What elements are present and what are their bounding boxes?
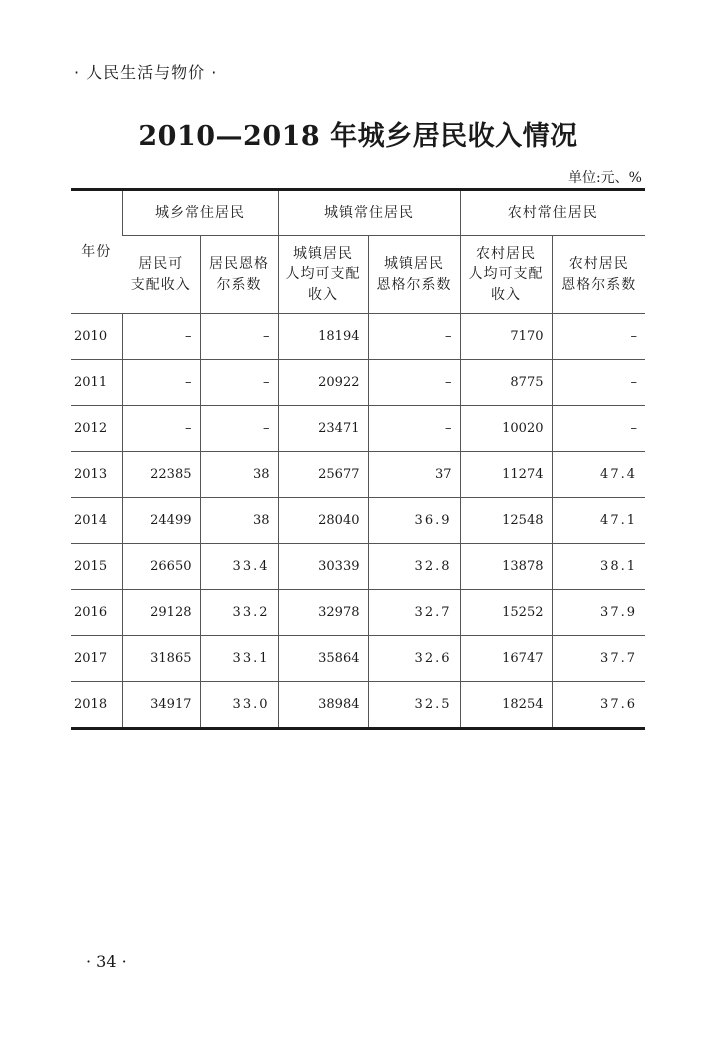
value-cell: 7170 (460, 314, 552, 360)
year-cell: 2014 (71, 498, 122, 544)
subheader-line: 收入 (491, 286, 521, 303)
group-header-urban-residents: 城镇常住居民 (278, 190, 460, 236)
year-cell: 2011 (71, 360, 122, 406)
value-cell: 8775 (460, 360, 552, 406)
value-cell: 24499 (122, 498, 200, 544)
value-cell: 37 (368, 452, 460, 498)
value-cell: – (200, 360, 278, 406)
value-cell: 29128 (122, 590, 200, 636)
year-column-header: 年份 (71, 190, 122, 314)
value-cell: 26650 (122, 544, 200, 590)
value-cell: 16747 (460, 636, 552, 682)
value-cell: 32978 (278, 590, 368, 636)
value-cell: 38984 (278, 682, 368, 729)
subheader-rural-engel-coefficient (552, 236, 645, 314)
value-cell: 23471 (278, 406, 368, 452)
table-row (71, 452, 645, 498)
value-cell: – (122, 360, 200, 406)
year-cell: 2018 (71, 682, 122, 729)
value-cell: 36.9 (368, 498, 460, 544)
table-row (71, 544, 645, 590)
subheader-line: 居民恩格 (209, 256, 269, 273)
value-cell: 37.6 (552, 682, 645, 729)
value-cell: 33.0 (200, 682, 278, 729)
value-cell: 37.7 (552, 636, 645, 682)
unit-label: 单位:元、% (567, 170, 642, 186)
income-table (71, 188, 645, 730)
page-title: 2010—2018 年城乡居民收入情况 (138, 121, 578, 152)
subheader-line: 农村居民 (568, 256, 629, 273)
value-cell: 18194 (278, 314, 368, 360)
value-cell: – (552, 360, 645, 406)
page-number: · 34 · (86, 952, 127, 971)
subheader-disposable-income (122, 236, 200, 314)
subheader-rural-disposable-income (460, 236, 552, 314)
group-header-all-residents: 城乡常住居民 (122, 190, 278, 236)
year-cell: 2017 (71, 636, 122, 682)
table-row (71, 682, 645, 729)
value-cell: – (368, 314, 460, 360)
year-cell: 2012 (71, 406, 122, 452)
running-header: · 人民生活与物价 · (74, 63, 218, 82)
subheader-line: 恩格尔系数 (376, 276, 452, 293)
value-cell: 28040 (278, 498, 368, 544)
value-cell: 34917 (122, 682, 200, 729)
year-cell: 2013 (71, 452, 122, 498)
value-cell: 38.1 (552, 544, 645, 590)
subheader-line: 农村居民 (476, 246, 536, 263)
value-cell: 10020 (460, 406, 552, 452)
value-cell: 35864 (278, 636, 368, 682)
subheader-line: 人均可支配 (285, 266, 361, 283)
value-cell: 33.2 (200, 590, 278, 636)
value-cell: 33.4 (200, 544, 278, 590)
table-row (71, 360, 645, 406)
subheader-urban-engel-coefficient (368, 236, 460, 314)
value-cell: 33.1 (200, 636, 278, 682)
subheader-line: 支配收入 (130, 276, 191, 293)
value-cell: – (552, 314, 645, 360)
subheader-urban-disposable-income (278, 236, 368, 314)
value-cell: 32.5 (368, 682, 460, 729)
value-cell: – (200, 314, 278, 360)
value-cell: 30339 (278, 544, 368, 590)
table-row (71, 636, 645, 682)
value-cell: 31865 (122, 636, 200, 682)
value-cell: – (200, 406, 278, 452)
value-cell: 11274 (460, 452, 552, 498)
value-cell: 38 (200, 452, 278, 498)
value-cell: – (368, 360, 460, 406)
value-cell: – (368, 406, 460, 452)
value-cell: 15252 (460, 590, 552, 636)
group-header-rural-residents: 农村常住居民 (460, 190, 645, 236)
value-cell: 22385 (122, 452, 200, 498)
table-row (71, 590, 645, 636)
value-cell: – (122, 406, 200, 452)
year-cell: 2010 (71, 314, 122, 360)
subheader-line: 恩格尔系数 (561, 276, 637, 293)
value-cell: 37.9 (552, 590, 645, 636)
table-row (71, 406, 645, 452)
subheader-engel-coefficient (200, 236, 278, 314)
value-cell: 25677 (278, 452, 368, 498)
value-cell: – (122, 314, 200, 360)
value-cell: 47.1 (552, 498, 645, 544)
value-cell: – (552, 406, 645, 452)
subheader-line: 人均可支配 (468, 266, 544, 283)
table-row (71, 498, 645, 544)
subheader-line: 居民可 (138, 256, 184, 273)
subheader-line: 城镇居民 (384, 256, 444, 273)
subheader-line: 尔系数 (216, 276, 262, 293)
value-cell: 12548 (460, 498, 552, 544)
value-cell: 32.7 (368, 590, 460, 636)
value-cell: 38 (200, 498, 278, 544)
value-cell: 18254 (460, 682, 552, 729)
subheader-line: 收入 (308, 286, 338, 303)
value-cell: 32.8 (368, 544, 460, 590)
subheader-line: 城镇居民 (293, 246, 353, 263)
year-cell: 2015 (71, 544, 122, 590)
value-cell: 32.6 (368, 636, 460, 682)
table-row (71, 314, 645, 360)
value-cell: 20922 (278, 360, 368, 406)
value-cell: 47.4 (552, 452, 645, 498)
value-cell: 13878 (460, 544, 552, 590)
year-cell: 2016 (71, 590, 122, 636)
